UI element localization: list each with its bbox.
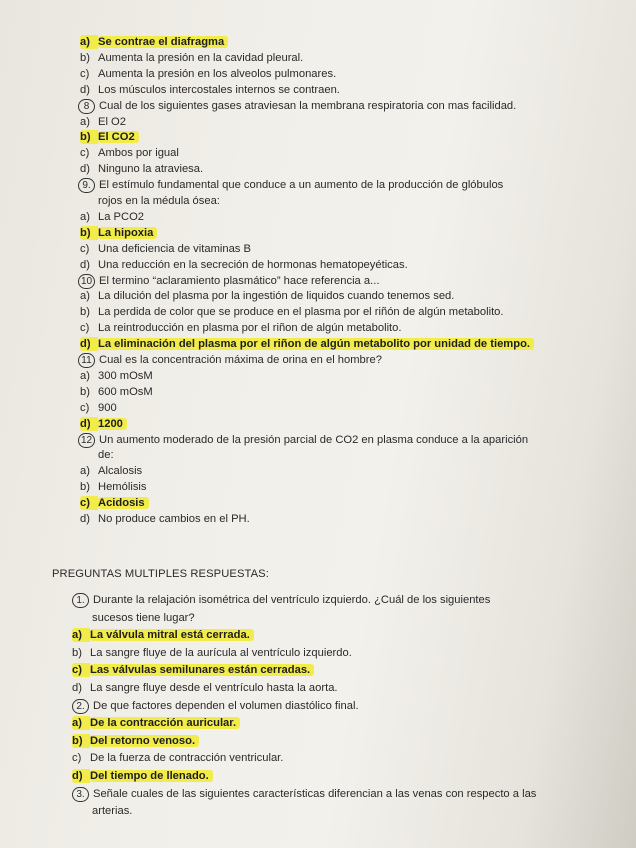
line-text: La reintroducción en plasma por el riñon de algún metabolito. <box>98 322 402 335</box>
line-text: Un aumento moderado de la presión parcial de CO2 en plasma conduce a la aparición <box>99 433 529 446</box>
answer-option <box>80 512 250 526</box>
question-line <box>78 433 528 448</box>
answer-option-highlighted <box>72 663 314 677</box>
line-text: Aumenta la presión en los alveolos pulmonares. <box>98 67 337 80</box>
option-label: b) <box>80 51 90 64</box>
option-label: c) <box>80 147 90 160</box>
line-text: rojos en la médula ósea: <box>98 195 220 207</box>
question-line <box>72 787 536 802</box>
answer-option <box>80 321 402 335</box>
line-text: Del retorno venoso. <box>90 735 199 747</box>
line-text: Del tiempo de llenado. <box>90 770 213 782</box>
line-text: De la contracción auricular. <box>90 717 240 729</box>
question-line <box>78 178 503 193</box>
line-text: El estímulo fundamental que conduce a un aumento de la producción de glóbulos <box>99 179 504 192</box>
option-label: a) <box>72 716 90 730</box>
answer-option-highlighted <box>72 716 240 730</box>
line-text: Durante la relajación isométrica del ventrículo izquierdo. ¿Cuál de los siguientes <box>93 594 491 606</box>
line-text: Una reducción en la secreción de hormonas hematopeyéticas. <box>98 258 408 271</box>
answer-option <box>80 115 126 129</box>
question-number: 2. <box>72 699 89 714</box>
option-label: d) <box>80 417 98 431</box>
line-text: La eliminación del plasma por el riñon de algún metabolito por unidad de tiempo. <box>98 338 534 350</box>
answer-option <box>80 305 504 319</box>
line-text: 600 mOsM <box>98 385 153 398</box>
answer-option-highlighted <box>80 417 127 431</box>
answer-option <box>80 258 408 272</box>
line-text: La PCO2 <box>98 210 145 223</box>
answer-option <box>80 385 153 399</box>
option-label: d) <box>80 83 90 96</box>
answer-option-highlighted <box>80 226 157 240</box>
option-label: c) <box>72 663 90 677</box>
question-continuation <box>92 611 195 625</box>
answer-option <box>80 210 144 224</box>
answer-option-highlighted <box>72 628 254 642</box>
answer-option-highlighted <box>72 734 199 748</box>
line-text: arterias. <box>92 805 133 818</box>
line-text: 900 <box>98 401 117 414</box>
line-text: El O2 <box>98 115 126 128</box>
option-label: d) <box>80 258 90 271</box>
question-line <box>72 593 490 608</box>
option-label: a) <box>80 210 90 223</box>
option-label: b) <box>80 130 98 144</box>
question-continuation <box>92 804 132 818</box>
option-label: a) <box>80 35 98 49</box>
answer-option <box>80 289 454 303</box>
option-label: b) <box>80 481 90 494</box>
line-text: El CO2 <box>98 131 139 143</box>
answer-option-highlighted <box>80 337 534 351</box>
section-heading: PREGUNTAS MULTIPLES RESPUESTAS: <box>52 568 269 580</box>
question-line <box>78 353 382 368</box>
option-label: a) <box>80 465 90 478</box>
option-label: d) <box>72 682 82 694</box>
line-text: Ninguno la atraviesa. <box>98 163 204 176</box>
line-text: No produce cambios en el PH. <box>98 513 250 525</box>
answer-option <box>72 646 352 660</box>
option-label: b) <box>72 646 82 659</box>
line-text: Cual es la concentración máxima de orina en el hombre? <box>99 354 382 366</box>
line-text: Las válvulas semilunares están cerradas. <box>90 664 314 676</box>
option-label: b) <box>80 226 98 240</box>
line-text: Se contrae el diafragma <box>98 36 228 48</box>
line-text: Una deficiencia de vitaminas B <box>98 242 251 255</box>
option-label: d) <box>80 513 90 525</box>
line-text: sucesos tiene lugar? <box>92 611 195 624</box>
question-continuation <box>98 194 220 208</box>
option-label: c) <box>80 242 90 255</box>
line-text: 1200 <box>98 418 127 430</box>
line-text: de: <box>98 449 114 462</box>
line-text: La válvula mitral está cerrada. <box>90 629 254 641</box>
option-label: d) <box>80 337 98 351</box>
option-label: a) <box>72 628 90 642</box>
line-text: 300 mOsM <box>98 369 153 382</box>
answer-option-highlighted <box>80 130 139 144</box>
line-text: Cual de los siguientes gases atraviesan la membrana respiratoria con mas facilidad. <box>99 99 517 112</box>
answer-option <box>80 67 336 81</box>
option-label: d) <box>72 769 90 783</box>
option-label: c) <box>80 496 98 510</box>
line-text: Hemólisis <box>98 481 147 494</box>
option-label: b) <box>72 734 90 748</box>
question-number: 8 <box>78 99 95 114</box>
line-text: La sangre fluye de la aurícula al ventrículo izquierdo. <box>90 646 352 659</box>
line-text: Aumenta la presión en la cavidad pleural. <box>98 51 304 64</box>
option-label: a) <box>80 115 90 128</box>
line-text: Alcalosis <box>98 465 143 478</box>
option-label: b) <box>80 385 90 398</box>
answer-option <box>80 401 117 415</box>
question-number: 12 <box>78 433 95 448</box>
option-label: c) <box>80 401 90 414</box>
line-text: Señale cuales de las siguientes características diferencian a las venas con respecto a las <box>93 787 537 800</box>
option-label: d) <box>80 163 90 176</box>
question-line <box>78 99 516 114</box>
line-text: La sangre fluye desde el ventrículo hasta la aorta. <box>90 682 338 694</box>
question-number: 9. <box>78 178 95 193</box>
answer-option <box>80 464 142 478</box>
line-text: Los músculos intercostales internos se contraen. <box>98 83 340 96</box>
line-text: La perdida de color que se produce en el plasma por el riñón de algún metabolito. <box>98 306 504 319</box>
line-text: La hipoxia <box>98 227 157 239</box>
answer-option <box>80 51 303 65</box>
option-label: a) <box>80 369 90 382</box>
line-text: El termino “aclaramiento plasmático” hace referencia a... <box>99 274 380 287</box>
answer-option <box>80 146 179 160</box>
question-line <box>72 699 359 714</box>
line-text: De que factores dependen el volumen diastólico final. <box>93 699 359 712</box>
answer-option <box>80 242 251 256</box>
answer-option-highlighted <box>80 35 228 49</box>
question-line <box>78 274 379 289</box>
question-continuation <box>98 448 114 462</box>
line-text: La dilución del plasma por la ingestión de liquidos cuando tenemos sed. <box>98 290 455 303</box>
question-number: 1. <box>72 593 89 608</box>
question-number: 10 <box>78 274 95 289</box>
answer-option <box>80 83 340 97</box>
question-number: 3. <box>72 787 89 802</box>
option-label: c) <box>72 752 82 765</box>
question-number: 11 <box>78 353 95 368</box>
answer-option <box>80 162 203 176</box>
answer-option <box>72 751 283 765</box>
answer-option <box>80 369 153 383</box>
option-label: a) <box>80 290 90 303</box>
answer-option-highlighted <box>72 769 213 783</box>
answer-option <box>72 681 338 695</box>
option-label: b) <box>80 306 90 319</box>
line-text: De la fuerza de contracción ventricular. <box>90 752 284 765</box>
line-text: Ambos por igual <box>98 147 179 160</box>
option-label: c) <box>80 322 90 335</box>
option-label: c) <box>80 67 90 80</box>
line-text: Acidosis <box>98 497 149 509</box>
answer-option <box>80 480 147 494</box>
answer-option-highlighted <box>80 496 149 510</box>
